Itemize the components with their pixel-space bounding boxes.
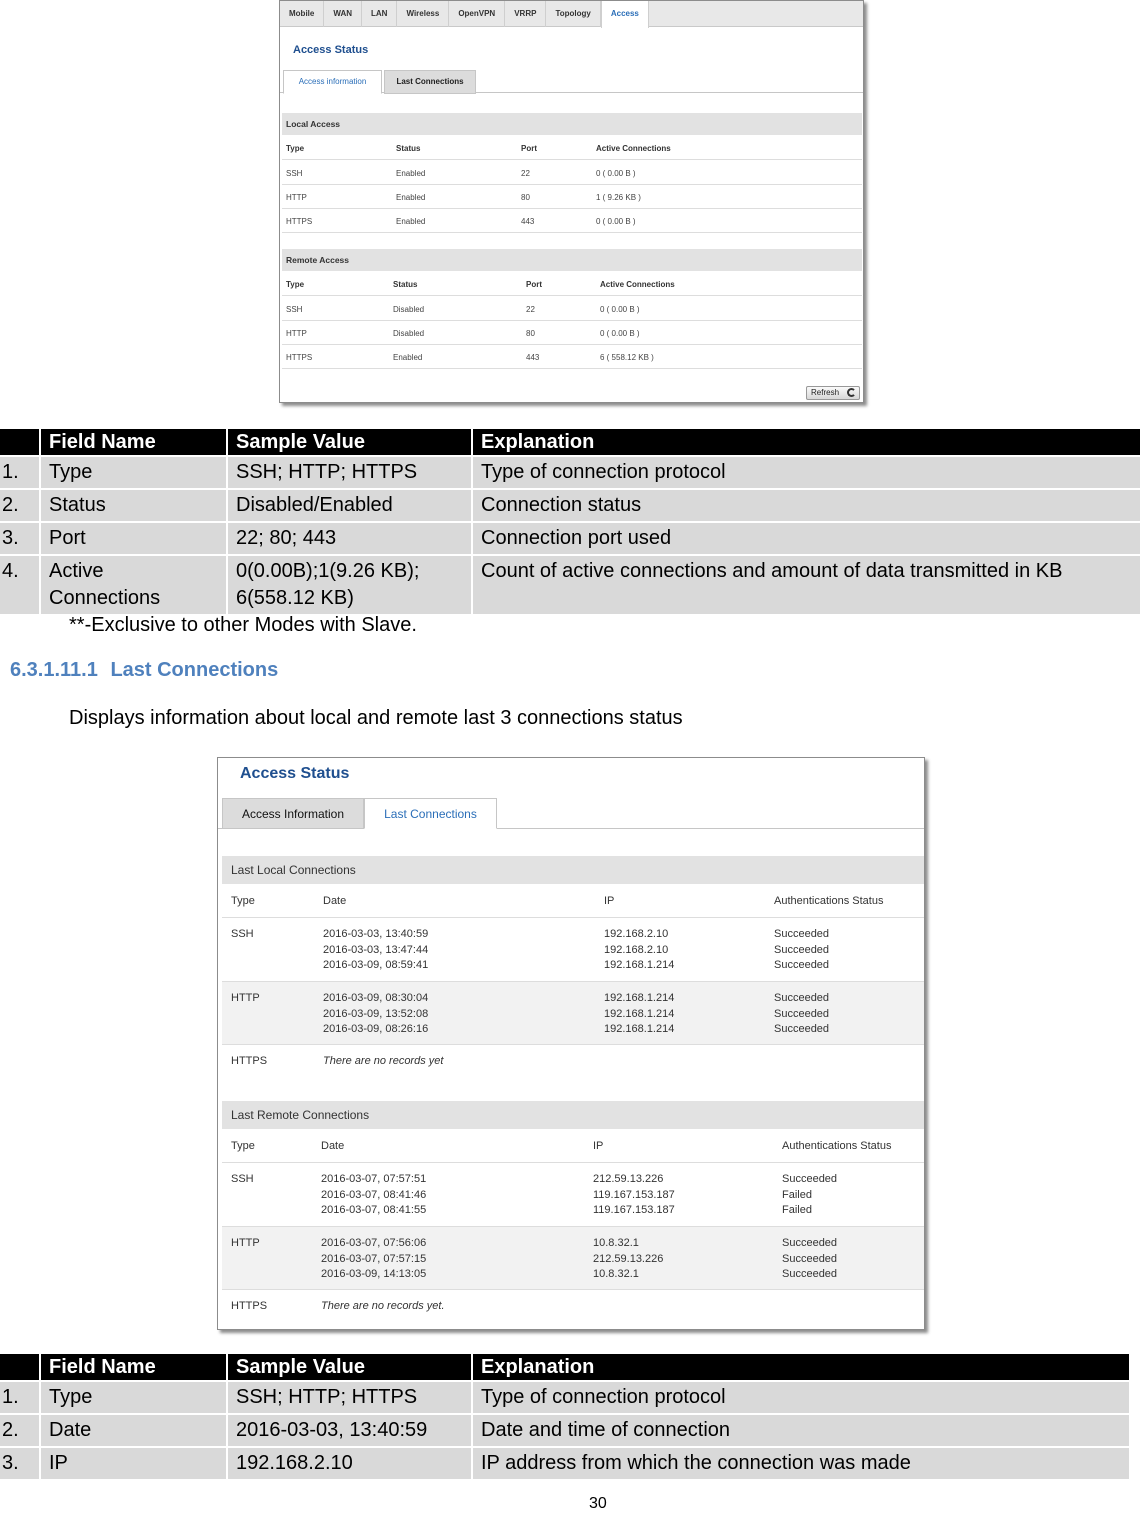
cell-status: Enabled — [393, 353, 423, 362]
tab-access-information[interactable]: Access Information — [222, 798, 364, 829]
cell-ips: 192.168.1.214 192.168.1.214 192.168.1.214 — [604, 992, 675, 1035]
cell-type: HTTP — [286, 329, 307, 338]
col-type: Type — [231, 895, 255, 907]
access-status-screenshot-2 — [217, 757, 925, 1330]
cell-dates: 2016-03-09, 08:30:04 2016-03-09, 13:52:08 2016-03-09, 08:26:16 — [323, 992, 429, 1035]
col-active-connections: Active Connections — [596, 144, 671, 153]
explanation: Date and time of connection — [473, 1415, 1129, 1446]
col-date: Date — [323, 895, 347, 907]
table-row — [222, 1045, 924, 1082]
row-number: 3. — [0, 1448, 39, 1479]
cell-type: HTTP — [231, 1237, 260, 1249]
table-header-row — [0, 1354, 1129, 1380]
row-number: 1. — [0, 457, 39, 488]
col-status: Status — [396, 144, 421, 153]
cell-status: Disabled — [393, 305, 425, 314]
access-status-screenshot-1 — [279, 0, 864, 403]
cell-type: HTTP — [231, 992, 260, 1004]
nav-tab-openvpn[interactable]: OpenVPN — [449, 1, 505, 27]
header-index — [0, 429, 39, 455]
explanation: Type of connection protocol — [473, 1382, 1129, 1413]
row-number: 1. — [0, 1382, 39, 1413]
field-name: IP — [41, 1448, 226, 1479]
cell-ips: 192.168.2.10 192.168.2.10 192.168.1.214 — [604, 928, 675, 971]
table-row — [222, 982, 924, 1045]
header-explanation: Explanation — [473, 429, 1140, 455]
nav-tab-lan[interactable]: LAN — [362, 1, 397, 27]
col-type: Type — [286, 280, 305, 289]
header-field-name: Field Name — [41, 1354, 226, 1380]
nav-tab-mobile[interactable]: Mobile — [280, 1, 324, 27]
table-row — [222, 1290, 924, 1328]
cell-type: SSH — [231, 1173, 254, 1185]
col-type: Type — [286, 144, 305, 153]
cell-port: 80 — [526, 329, 535, 338]
cell-active: 0 ( 0.00 B ) — [600, 329, 640, 338]
page-title: Access Status — [293, 44, 369, 56]
field-name: Status — [41, 490, 226, 521]
explanation: Connection port used — [473, 523, 1140, 554]
table-row — [282, 185, 862, 209]
no-records-text: There are no records yet. — [321, 1300, 445, 1312]
cell-active: 6 ( 558.12 KB ) — [600, 353, 654, 362]
cell-type: HTTPS — [286, 217, 313, 226]
table-row — [222, 1227, 924, 1290]
table-row — [222, 1163, 924, 1227]
cell-status: Succeeded Succeeded Succeeded — [774, 928, 830, 971]
nav-tab-vrrp[interactable]: VRRP — [505, 1, 546, 27]
no-records-text: There are no records yet — [323, 1055, 444, 1067]
cell-dates: 2016-03-07, 07:57:51 2016-03-07, 08:41:46 2016-03-07, 08:41:55 — [321, 1173, 427, 1216]
sample-value: 192.168.2.10 — [228, 1448, 471, 1479]
cell-port: 22 — [526, 305, 535, 314]
sample-value: Disabled/Enabled — [228, 490, 471, 521]
table-row — [0, 457, 1140, 488]
remote-header-row — [222, 1129, 924, 1163]
table-row — [282, 209, 862, 233]
col-status: Status — [393, 280, 418, 289]
refresh-icon — [847, 388, 856, 397]
col-type: Type — [231, 1140, 255, 1152]
cell-dates: 2016-03-03, 13:40:59 2016-03-03, 13:47:44 2016-03-09, 08:59:41 — [323, 928, 429, 971]
col-ip: IP — [604, 895, 615, 907]
cell-dates: 2016-03-07, 07:56:06 2016-03-07, 07:57:15 2016-03-09, 14:13:05 — [321, 1237, 427, 1280]
table-row — [282, 345, 862, 369]
table-row — [0, 523, 1140, 554]
nav-tab-topology[interactable]: Topology — [546, 1, 600, 27]
explanation: Connection status — [473, 490, 1140, 521]
nav-tab-wireless[interactable]: Wireless — [397, 1, 449, 27]
cell-type: HTTPS — [231, 1055, 268, 1067]
row-number: 2. — [0, 490, 39, 521]
cell-status: Enabled — [396, 193, 426, 202]
table-row — [0, 1448, 1129, 1479]
cell-type: HTTPS — [286, 353, 313, 362]
exclusive-note: **-Exclusive to other Modes with Slave. — [69, 614, 417, 636]
sample-value: 22; 80; 443 — [228, 523, 471, 554]
field-name: Port — [41, 523, 226, 554]
col-auth-status: Authentications Status — [774, 895, 884, 907]
table-row — [0, 1382, 1129, 1413]
col-auth-status: Authentications Status — [782, 1140, 892, 1152]
cell-port: 443 — [526, 353, 540, 362]
field-name: Active Connections — [41, 556, 226, 614]
page-title: Access Status — [240, 765, 350, 782]
header-sample-value: Sample Value — [228, 429, 471, 455]
col-port: Port — [526, 280, 542, 289]
table-row — [282, 161, 862, 185]
last-remote-connections-heading: Last Remote Connections — [222, 1101, 924, 1129]
cell-active: 0 ( 0.00 B ) — [600, 305, 640, 314]
cell-status: Disabled — [393, 329, 425, 338]
cell-type: HTTPS — [231, 1300, 268, 1312]
row-number: 4. — [0, 556, 39, 614]
sample-value: SSH; HTTP; HTTPS — [228, 1382, 471, 1413]
cell-status: Succeeded Failed Failed — [782, 1173, 838, 1216]
refresh-label: Refresh — [811, 388, 840, 397]
section-heading — [10, 659, 278, 682]
cell-port: 80 — [521, 193, 530, 202]
tab-last-connections[interactable]: Last Connections — [364, 798, 497, 829]
explanation: IP address from which the connection was made — [473, 1448, 1129, 1479]
sample-value: SSH; HTTP; HTTPS — [228, 457, 471, 488]
cell-type: HTTP — [286, 193, 307, 202]
row-number: 2. — [0, 1415, 39, 1446]
section-title: Last Connections — [110, 659, 279, 681]
header-explanation: Explanation — [473, 1354, 1129, 1380]
explanation: Type of connection protocol — [473, 457, 1140, 488]
col-ip: IP — [593, 1140, 604, 1152]
cell-ips: 10.8.32.1 212.59.13.226 10.8.32.1 — [593, 1237, 664, 1280]
nav-tab-wan[interactable]: WAN — [324, 1, 362, 27]
local-access-header-row — [282, 136, 862, 160]
cell-port: 22 — [521, 169, 530, 178]
cell-type: SSH — [286, 305, 303, 314]
page-number: 30 — [589, 1495, 607, 1512]
cell-active: 0 ( 0.00 B ) — [596, 217, 636, 226]
col-active-connections: Active Connections — [600, 280, 675, 289]
cell-type: SSH — [286, 169, 303, 178]
tab-last-connections[interactable]: Last Connections — [384, 70, 476, 94]
remote-access-header-row — [282, 272, 862, 296]
refresh-button[interactable] — [806, 386, 860, 400]
section-number: 6.3.1.11.1 — [10, 659, 98, 681]
table-row — [0, 1415, 1129, 1446]
nav-tab-access[interactable]: Access — [601, 1, 649, 28]
field-table-access-information — [0, 427, 1142, 616]
table-row — [282, 321, 862, 345]
field-name: Date — [41, 1415, 226, 1446]
tab-access-information[interactable]: Access information — [283, 70, 382, 94]
header-index — [0, 1354, 39, 1380]
table-row — [0, 490, 1140, 521]
sub-tabs — [218, 798, 924, 829]
cell-port: 443 — [521, 217, 535, 226]
section-description: Displays information about local and remote last 3 connections status — [69, 707, 683, 729]
sub-tabs — [280, 69, 863, 93]
cell-status: Enabled — [396, 169, 426, 178]
table-row — [222, 918, 924, 982]
cell-type: SSH — [231, 928, 254, 940]
header-sample-value: Sample Value — [228, 1354, 471, 1380]
row-number: 3. — [0, 523, 39, 554]
field-table-last-connections — [0, 1352, 1131, 1481]
remote-access-heading: Remote Access — [282, 249, 862, 271]
cell-status: Succeeded Succeeded Succeeded — [774, 992, 830, 1035]
header-field-name: Field Name — [41, 429, 226, 455]
cell-active: 1 ( 9.26 KB ) — [596, 193, 641, 202]
last-local-connections-heading: Last Local Connections — [222, 856, 924, 884]
col-port: Port — [521, 144, 537, 153]
table-row — [0, 556, 1140, 614]
cell-active: 0 ( 0.00 B ) — [596, 169, 636, 178]
local-access-heading: Local Access — [282, 113, 862, 135]
explanation: Count of active connections and amount of data transmitted in KB — [473, 556, 1140, 614]
local-header-row — [222, 884, 924, 918]
table-header-row — [0, 429, 1140, 455]
col-date: Date — [321, 1140, 345, 1152]
sample-value: 2016-03-03, 13:40:59 — [228, 1415, 471, 1446]
table-row — [282, 297, 862, 321]
cell-ips: 212.59.13.226 119.167.153.187 119.167.153.187 — [593, 1173, 675, 1216]
cell-status: Succeeded Succeeded Succeeded — [782, 1237, 838, 1280]
sample-value: 0(0.00B);1(9.26 KB); 6(558.12 KB) — [228, 556, 471, 614]
field-name: Type — [41, 1382, 226, 1413]
cell-status: Enabled — [396, 217, 426, 226]
top-navigation — [280, 1, 863, 27]
field-name: Type — [41, 457, 226, 488]
